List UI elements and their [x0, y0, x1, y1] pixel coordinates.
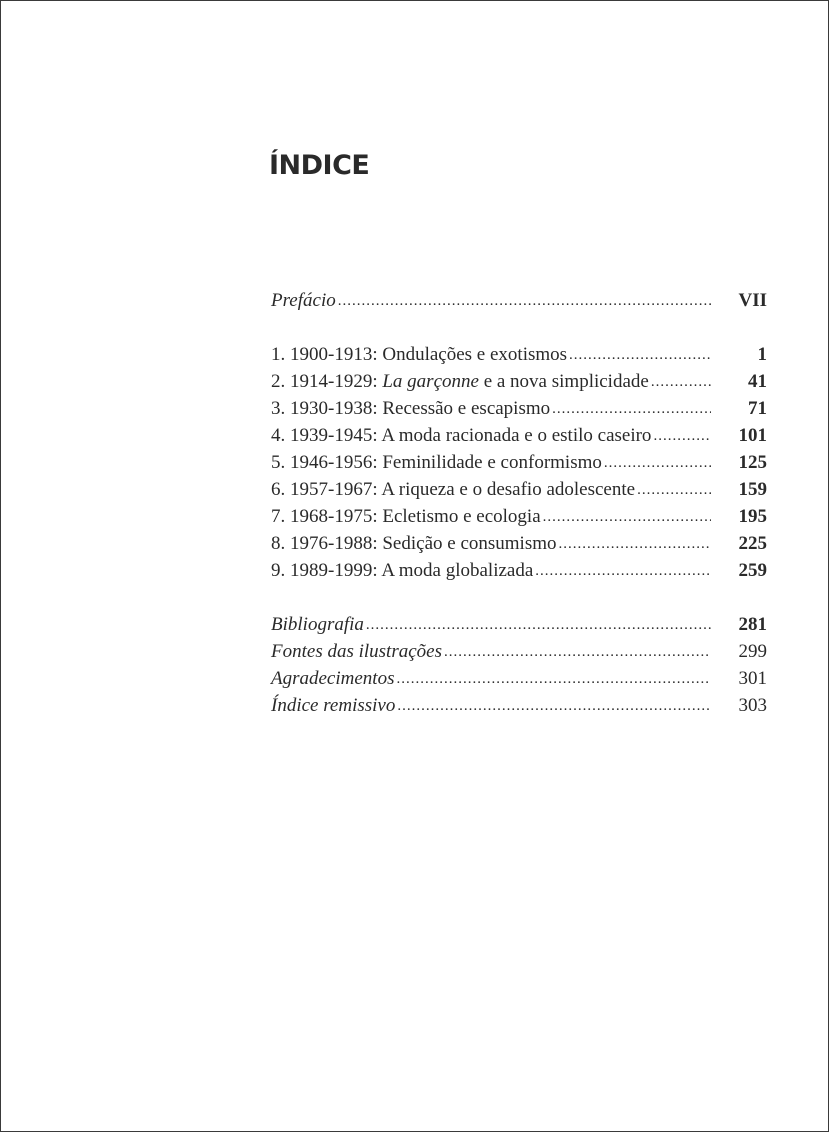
- toc-entry-preface[interactable]: [271, 287, 767, 314]
- toc-entry-chapter-1[interactable]: [271, 341, 767, 368]
- toc-back-matter: [271, 611, 767, 719]
- toc-entry-page: VII: [738, 290, 767, 311]
- chapter-name: Feminilidade e conformismo: [382, 452, 602, 473]
- chapter-name-italic: La garçonne: [382, 371, 479, 392]
- toc-entry-title: Agradecimentos: [271, 668, 395, 689]
- chapter-prefix: 9. 1989-1999:: [271, 560, 382, 581]
- toc-entry-page: 1: [757, 344, 767, 365]
- toc-entry-page: 301: [738, 668, 767, 689]
- chapter-name: e a nova simplicidade: [478, 371, 649, 392]
- toc-entry-title: [271, 449, 602, 476]
- chapter-name: Ondulações e exotismos: [382, 344, 568, 365]
- toc-entry-page: 41: [748, 371, 767, 392]
- dot-leader: [396, 666, 711, 693]
- toc-entry-chapter-7[interactable]: [271, 503, 767, 530]
- toc-entry-page: 125: [738, 452, 767, 473]
- toc-entry-chapter-2[interactable]: [271, 368, 767, 395]
- toc-entry-chapter-3[interactable]: [271, 395, 767, 422]
- toc-entry-chapter-6[interactable]: [271, 476, 767, 503]
- chapter-prefix: 2. 1914-1929:: [271, 371, 383, 392]
- toc-entry-page: 299: [738, 641, 767, 662]
- chapter-name: A moda racionada e o estilo caseiro: [381, 425, 652, 446]
- toc-entry-chapter-4[interactable]: [271, 422, 767, 449]
- dot-leader: [535, 558, 711, 585]
- toc-entry-page: 281: [738, 614, 767, 635]
- toc-entry-page: 159: [738, 479, 767, 500]
- toc-entry-title: [271, 341, 567, 368]
- chapter-prefix: 1. 1900-1913:: [271, 344, 383, 365]
- page-title: ÍNDICE: [269, 150, 370, 181]
- toc-entry-title: [271, 530, 557, 557]
- dot-leader: [637, 477, 711, 504]
- toc-entry-page: 303: [738, 695, 767, 716]
- toc-entry-title: [271, 395, 550, 422]
- chapter-name: Sedição e consumismo: [382, 533, 557, 554]
- toc-entry-title: [271, 503, 541, 530]
- toc-chapters: [271, 341, 767, 584]
- dot-leader: [397, 693, 711, 720]
- toc-entry-title: Prefácio: [271, 290, 336, 311]
- chapter-name: Ecletismo e ecologia: [382, 506, 541, 527]
- toc-entry-bibliography[interactable]: [271, 611, 767, 638]
- chapter-prefix: 3. 1930-1938:: [271, 398, 383, 419]
- toc-entry-title: Fontes das ilustrações: [271, 641, 442, 662]
- chapter-name: Recessão e escapismo: [382, 398, 551, 419]
- toc-entry-title: Índice remissivo: [271, 695, 396, 716]
- dot-leader: [444, 639, 711, 666]
- toc-entry-page: 195: [738, 506, 767, 527]
- chapter-name: A moda globalizada: [381, 560, 534, 581]
- dot-leader: [543, 504, 711, 531]
- toc-entry-title: [271, 476, 635, 503]
- dot-leader: [653, 423, 711, 450]
- toc-front-matter: [271, 287, 767, 314]
- toc-entry-illustration-sources[interactable]: [271, 638, 767, 665]
- toc-entry-title: [271, 557, 533, 584]
- toc-entry-page: 101: [738, 425, 767, 446]
- dot-leader: [338, 288, 711, 315]
- dot-leader: [569, 342, 711, 369]
- chapter-name: A riqueza e o desafio adolescente: [381, 479, 636, 500]
- chapter-prefix: 4. 1939-1945:: [271, 425, 382, 446]
- chapter-prefix: 5. 1946-1956:: [271, 452, 383, 473]
- toc-entry-chapter-9[interactable]: [271, 557, 767, 584]
- toc-entry-title: [271, 368, 649, 395]
- toc-entry-acknowledgements[interactable]: [271, 665, 767, 692]
- dot-leader: [604, 450, 711, 477]
- toc-entry-index[interactable]: [271, 692, 767, 719]
- toc-entry-page: 71: [748, 398, 767, 419]
- dot-leader: [651, 369, 711, 396]
- dot-leader: [559, 531, 712, 558]
- chapter-prefix: 6. 1957-1967:: [271, 479, 382, 500]
- chapter-prefix: 7. 1968-1975:: [271, 506, 383, 527]
- chapter-prefix: 8. 1976-1988:: [271, 533, 383, 554]
- toc-entry-chapter-8[interactable]: [271, 530, 767, 557]
- toc-entry-title: Bibliografia: [271, 614, 364, 635]
- toc-entry-chapter-5[interactable]: [271, 449, 767, 476]
- dot-leader: [366, 612, 711, 639]
- toc-entry-page: 259: [738, 560, 767, 581]
- toc-entry-page: 225: [738, 533, 767, 554]
- dot-leader: [552, 396, 711, 423]
- toc-entry-title: [271, 422, 651, 449]
